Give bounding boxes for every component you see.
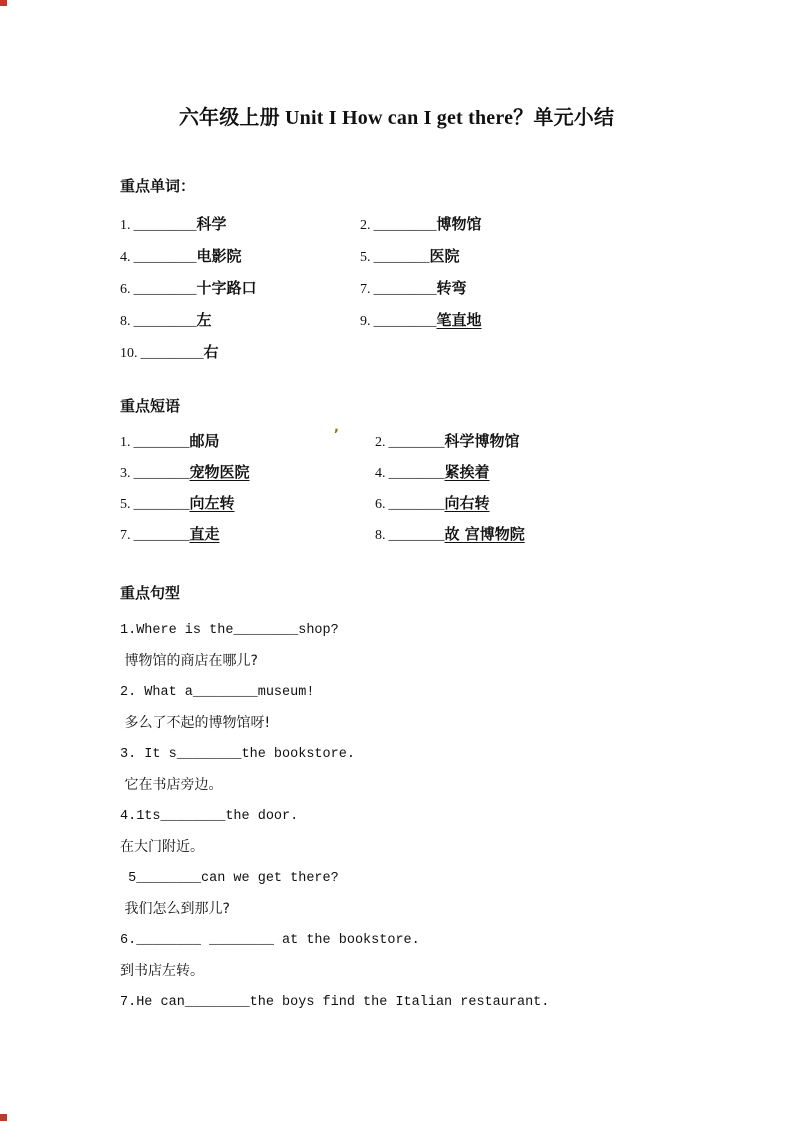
phrase-item bbox=[120, 488, 375, 520]
item-number: 6. bbox=[120, 282, 131, 297]
sentence-english: 2. What a________museum! bbox=[120, 685, 315, 700]
item-number: 7. bbox=[360, 282, 371, 297]
corner-artifact-top-left bbox=[0, 0, 7, 6]
phrase-item bbox=[120, 519, 375, 551]
phrase-label: 邮局 bbox=[189, 432, 220, 450]
word-label: 十字路口 bbox=[196, 279, 257, 297]
blank-line: ________ bbox=[388, 435, 445, 450]
section-key-words bbox=[120, 176, 793, 368]
section-key-phrases bbox=[120, 396, 793, 550]
blank-line: ________ bbox=[133, 497, 190, 512]
phrase-item bbox=[375, 526, 525, 543]
phrase-row bbox=[120, 519, 793, 550]
section-key-sentences bbox=[120, 583, 793, 1018]
key-sentences-heading: 重点句型 bbox=[120, 584, 181, 602]
sentence-english: 7.He can________the boys find the Italian restaurant. bbox=[120, 995, 550, 1010]
phrase-item bbox=[375, 464, 490, 481]
item-number: 8. bbox=[375, 528, 386, 543]
blank-line: ________ bbox=[388, 497, 445, 512]
item-number: 4. bbox=[120, 250, 131, 265]
word-item bbox=[360, 216, 482, 233]
word-row bbox=[120, 336, 793, 368]
sentence-english: 4.1ts________the door. bbox=[120, 809, 299, 824]
blank-line: ________ bbox=[133, 435, 190, 450]
item-number: 9. bbox=[360, 314, 371, 329]
phrase-row bbox=[120, 488, 793, 519]
sentence-chinese: 博物馆的商店在哪儿? bbox=[120, 653, 258, 669]
word-item bbox=[120, 208, 360, 242]
blank-line: _________ bbox=[140, 346, 204, 361]
blank-line: _________ bbox=[373, 282, 437, 297]
word-row bbox=[120, 240, 793, 272]
phrase-label: 紧挨着 bbox=[444, 463, 490, 481]
item-number: 3. bbox=[120, 466, 131, 481]
sentence-english: 1.Where is the________shop? bbox=[120, 623, 339, 638]
phrase-label: 科学博物馆 bbox=[444, 432, 520, 450]
word-item bbox=[360, 280, 467, 297]
item-number: 4. bbox=[375, 466, 386, 481]
phrase-item bbox=[375, 433, 520, 450]
word-label: 转弯 bbox=[436, 279, 467, 297]
blank-line: _________ bbox=[133, 218, 197, 233]
blank-line: _________ bbox=[133, 250, 197, 265]
sentence-chinese: 我们怎么到那儿? bbox=[120, 901, 230, 917]
word-item bbox=[120, 336, 360, 370]
blank-line: ________ bbox=[388, 528, 445, 543]
phrase-label: 向右转 bbox=[444, 494, 490, 512]
stray-scan-mark: , bbox=[334, 420, 339, 435]
word-label: 右 bbox=[203, 343, 219, 361]
corner-artifact-bottom-left bbox=[0, 1114, 7, 1121]
item-number: 10. bbox=[120, 346, 138, 361]
word-label: 博物馆 bbox=[436, 215, 482, 233]
sentence-chinese: 多么了不起的博物馆呀! bbox=[120, 715, 271, 731]
word-row bbox=[120, 272, 793, 304]
item-number: 2. bbox=[360, 218, 371, 233]
document-title: 六年级上册 Unit I How can I get there？单元小结 bbox=[178, 107, 615, 129]
item-number: 5. bbox=[360, 250, 371, 265]
item-number: 2. bbox=[375, 435, 386, 450]
word-label: 笔直地 bbox=[436, 311, 482, 329]
item-number: 6. bbox=[375, 497, 386, 512]
blank-line: ________ bbox=[133, 528, 190, 543]
sentence-english: 5________can we get there? bbox=[120, 871, 339, 886]
word-row bbox=[120, 208, 793, 240]
blank-line: ________ bbox=[388, 466, 445, 481]
phrase-label: 直走 bbox=[189, 525, 220, 543]
phrase-label: 故 宫博物院 bbox=[444, 525, 525, 543]
blank-line: _________ bbox=[133, 282, 197, 297]
word-item bbox=[120, 272, 360, 306]
sentence-english: 6.________ ________ at the bookstore. bbox=[120, 933, 420, 948]
word-label: 科学 bbox=[196, 215, 227, 233]
blank-line: ________ bbox=[133, 466, 190, 481]
sentence-chinese: 在大门附近。 bbox=[120, 839, 204, 855]
blank-line: _________ bbox=[373, 218, 437, 233]
sentence-english: 3. It s________the bookstore. bbox=[120, 747, 355, 762]
item-number: 5. bbox=[120, 497, 131, 512]
phrase-label: 宠物医院 bbox=[189, 463, 250, 481]
word-item bbox=[120, 240, 360, 274]
word-label: 医院 bbox=[429, 247, 460, 265]
item-number: 1. bbox=[120, 218, 131, 233]
phrase-row bbox=[120, 426, 793, 457]
phrase-item bbox=[120, 457, 375, 489]
word-label: 左 bbox=[196, 311, 212, 329]
sentence-chinese: 它在书店旁边。 bbox=[120, 777, 223, 793]
key-words-heading: 重点单词： bbox=[120, 177, 196, 195]
item-number: 8. bbox=[120, 314, 131, 329]
word-item bbox=[360, 312, 482, 329]
item-number: 7. bbox=[120, 528, 131, 543]
sentence-chinese: 到书店左转。 bbox=[120, 963, 204, 979]
blank-line: _________ bbox=[373, 314, 437, 329]
blank-line: _________ bbox=[133, 314, 197, 329]
item-number: 1. bbox=[120, 435, 131, 450]
word-item bbox=[120, 304, 360, 338]
key-phrases-heading: 重点短语 bbox=[120, 397, 181, 415]
word-item bbox=[360, 248, 460, 265]
word-row bbox=[120, 304, 793, 336]
phrase-item bbox=[375, 495, 490, 512]
word-label: 电影院 bbox=[196, 247, 242, 265]
blank-line: ________ bbox=[373, 250, 430, 265]
phrase-row bbox=[120, 457, 793, 488]
phrase-label: 向左转 bbox=[189, 494, 235, 512]
